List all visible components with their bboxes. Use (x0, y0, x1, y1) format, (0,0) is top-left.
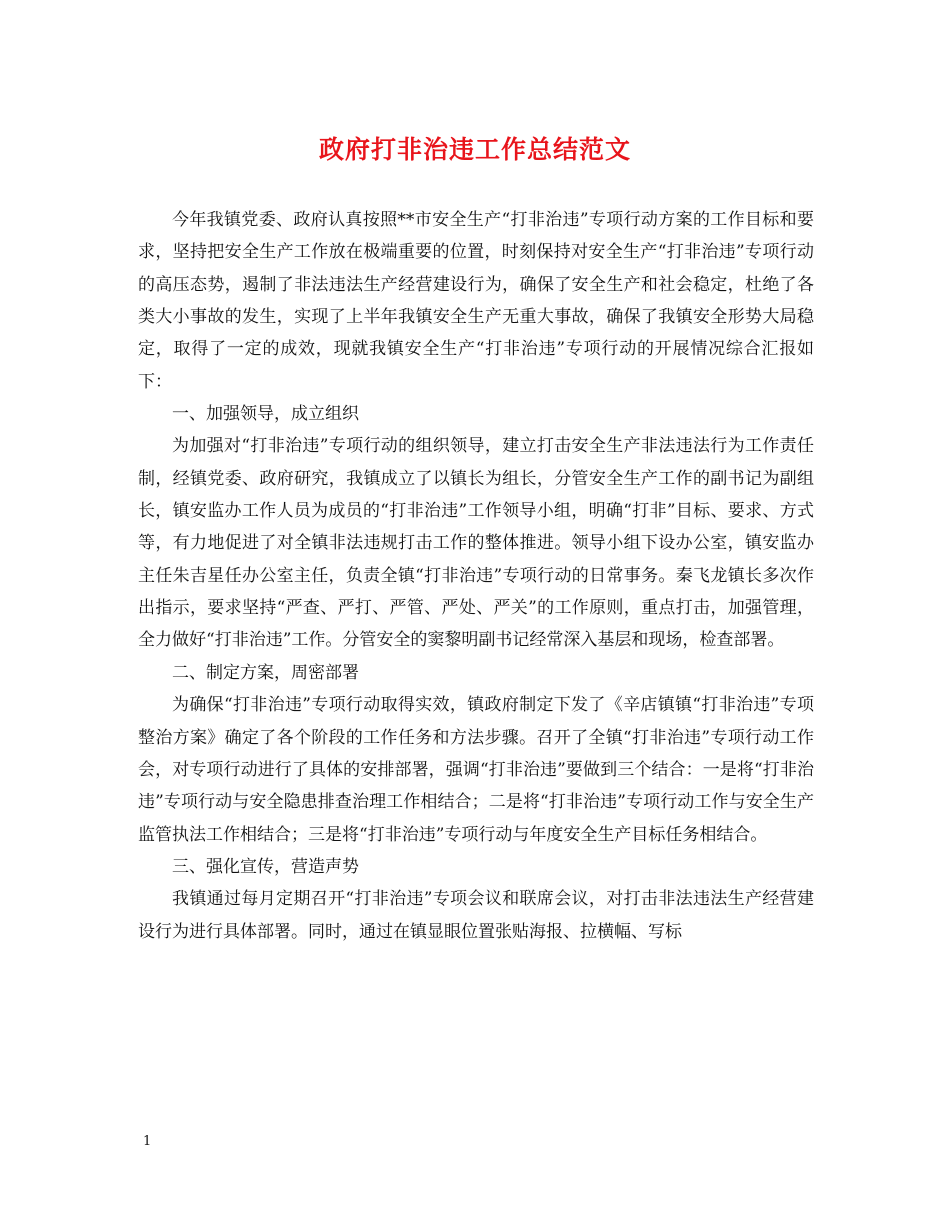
intro-paragraph: 今年我镇党委、政府认真按照**市安全生产“打非治违”专项行动方案的工作目标和要求，坚持把安全生产工作放在极端重要的位置，时刻保持对安全生产“打非治违”专项行动的高压态势，遏制了非法违法生产经营建设行为，确保了安全生产和社会稳定，杜绝了各类大小事故的发生，实现了上半年我镇安全生产无重大事故，确保了我镇安全形势大局稳定，取得了一定的成效，现就我镇安全生产“打非治违”专项行动的开展情况综合汇报如下： (138, 210, 814, 392)
section-heading-2: 二、制定方案，周密部署 (172, 662, 359, 683)
section-heading-1: 一、加强领导，成立组织 (172, 404, 359, 425)
document-body (138, 204, 814, 948)
section-paragraph-3: 我镇通过每月定期召开“打非治违”专项会议和联席会议，对打击非法违法生产经营建设行为进行具体部署。同时，通过在镇显眼位置张贴海报、拉横幅、写标 (138, 889, 814, 942)
document-title: 政府打非治违工作总结范文 (318, 135, 631, 164)
section-heading-3: 三、强化宣传，营造声势 (172, 856, 359, 877)
page-number: 1 (143, 1134, 152, 1149)
section-paragraph-2: 为确保“打非治违”专项行动取得实效，镇政府制定下发了《辛店镇镇“打非治违”专项整治方案》确定了各个阶段的工作任务和方法步骤。召开了全镇“打非治违”专项行动工作会，对专项行动进行了具体的安排部署，强调“打非治违”要做到三个结合：一是将“打非治违”专项行动与安全隐患排查治理工作相结合；二是将“打非治违”专项行动工作与安全生产监管执法工作相结合；三是将“打非治违”专项行动与年度安全生产目标任务相结合。 (138, 695, 814, 845)
section-paragraph-1: 为加强对“打非治违”专项行动的组织领导，建立打击安全生产非法违法行为工作责任制，经镇党委、政府研究，我镇成立了以镇长为组长，分管安全生产工作的副书记为副组长，镇安监办工作人员为成员的“打非治违”工作领导小组，明确“打非”目标、要求、方式等，有力地促进了对全镇非法违规打击工作的整体推进。领导小组下设办公室，镇安监办主任朱吉星任办公室主任，负责全镇“打非治违”专项行动的日常事务。秦飞龙镇长多次作出指示，要求坚持“严查、严打、严管、严处、严关”的工作原则，重点打击，加强管理，全力做好“打非治违”工作。分管安全的窦黎明副书记经常深入基层和现场，检查部署。 (138, 436, 814, 651)
